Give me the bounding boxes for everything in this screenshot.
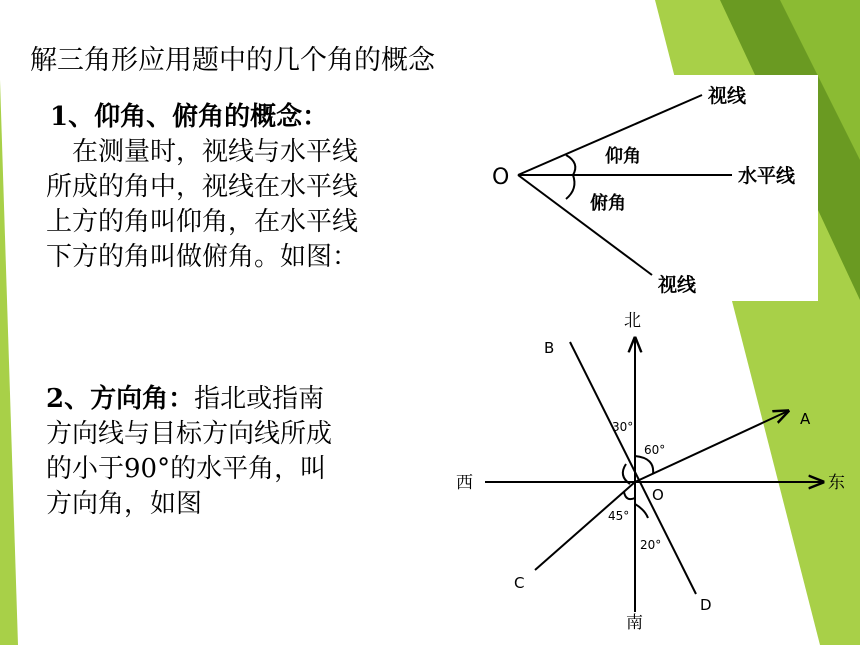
section1-line: 所成的角中，视线在水平线	[46, 172, 359, 202]
arc-60	[635, 456, 653, 474]
top-sight-label: 视线	[708, 85, 747, 107]
section2-heading: 2、方向角：	[46, 384, 195, 414]
point-A: A	[800, 410, 811, 428]
point-D: D	[700, 596, 712, 614]
section1-line: 在测量时，视线与水平线	[72, 137, 359, 167]
origin-label: O	[492, 165, 510, 190]
east-label: 东	[828, 473, 845, 493]
elevation-arc	[566, 155, 575, 175]
page-title: 解三角形应用题中的几个角的概念	[30, 45, 435, 76]
angle-20: 20°	[640, 538, 662, 552]
section-elevation-depression	[46, 100, 359, 275]
section1-line: 下方的角叫做俯角。如图：	[46, 242, 359, 272]
section2-line: 方向线与目标方向线所成	[46, 419, 333, 449]
north-label: 北	[624, 311, 641, 331]
arc-20	[635, 504, 648, 518]
angle-60: 60°	[644, 443, 666, 457]
south-label: 南	[626, 613, 643, 633]
point-B: B	[544, 339, 555, 357]
section2-line: 方向角，如图	[46, 489, 203, 519]
angle-45: 45°	[608, 509, 630, 523]
direction-angle-figure	[440, 298, 860, 645]
section1-line: 上方的角叫仰角，在水平线	[46, 207, 359, 237]
origin-label: O	[652, 486, 664, 504]
section2-line: 的小于90°的水平角，叫	[46, 454, 327, 484]
green-band-left	[0, 80, 18, 645]
bottom-sight-label: 视线	[658, 274, 697, 296]
arc-45	[624, 492, 635, 499]
depression-arc	[566, 175, 574, 199]
angle-30: 30°	[612, 420, 634, 434]
point-C: C	[514, 574, 525, 592]
elevation-depression-figure	[470, 75, 818, 301]
elevation-label: 仰角	[605, 146, 641, 167]
line-BD	[570, 342, 696, 594]
line-OC	[535, 482, 635, 570]
sight-line-down	[518, 175, 652, 275]
section1-heading: 1、仰角、俯角的概念：	[50, 102, 329, 132]
section-direction-angle	[46, 382, 332, 522]
horizontal-label: 水平线	[738, 165, 796, 187]
west-label: 西	[456, 473, 473, 493]
section2-line: 指北或指南	[194, 384, 325, 414]
depression-label: 俯角	[590, 193, 626, 214]
